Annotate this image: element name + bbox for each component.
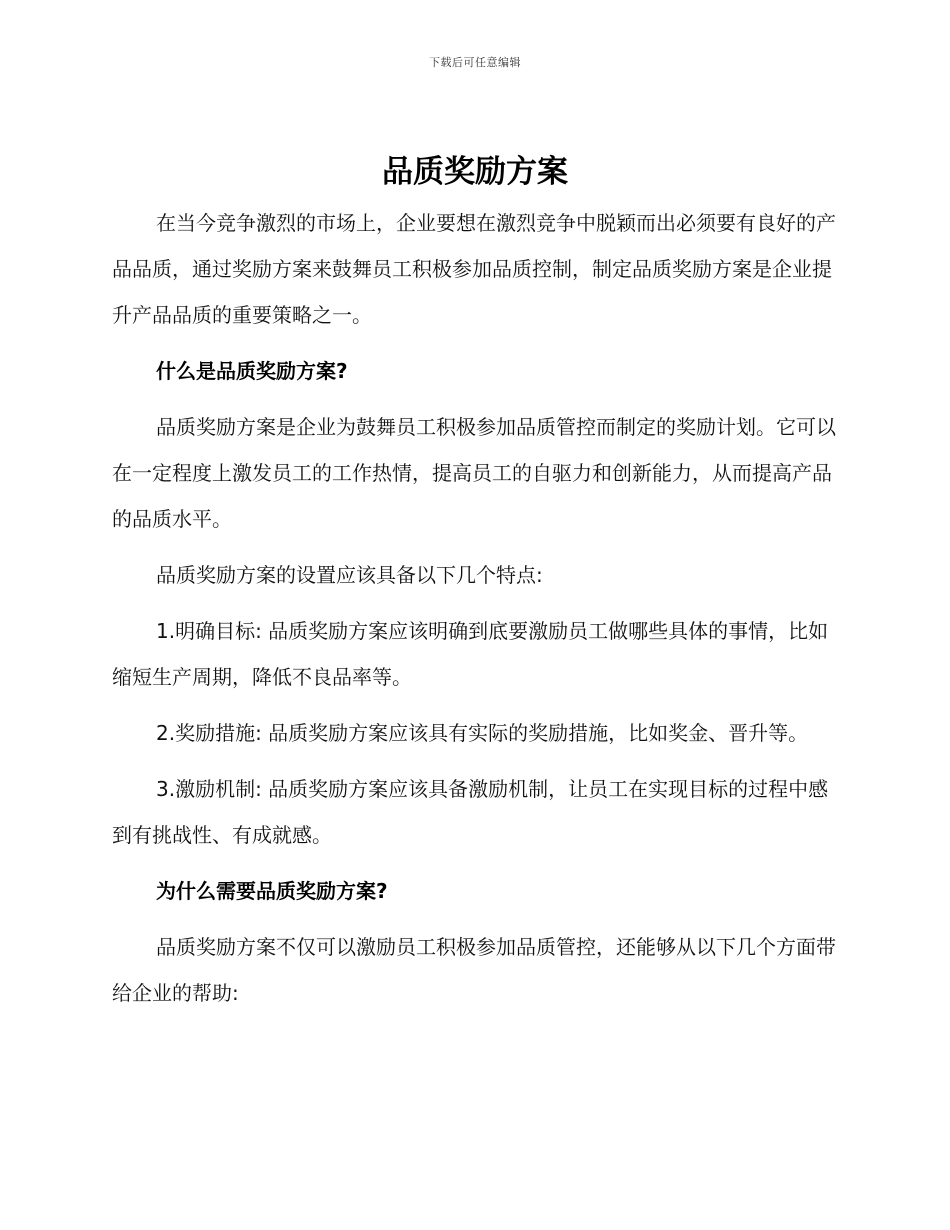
feature-item-3: 3.激励机制: 品质奖励方案应该具备激励机制，让员工在实现目标的过程中感到有挑战性、有成就感。 (112, 777, 829, 847)
features-intro-paragraph: 品质奖励方案的设置应该具备以下几个特点: (156, 563, 543, 587)
feature-item-2: 2.奖励措施: 品质奖励方案应该具有实际的奖励措施，比如奖金、晋升等。 (156, 721, 809, 745)
intro-paragraph: 在当今竞争激烈的市场上，企业要想在激烈竞争中脱颖而出必须要有良好的产品品质，通过奖励方案来鼓舞员工积极参加品质控制，制定品质奖励方案是企业提升产品品质的重要策略之一。 (112, 211, 836, 327)
document-body (112, 200, 838, 1016)
section-heading-why: 为什么需要品质奖励方案? (156, 879, 388, 903)
benefits-intro-paragraph: 品质奖励方案不仅可以激励员工积极参加品质管控，还能够从以下几个方面带给企业的帮助: (112, 935, 836, 1005)
document-title: 品质奖励方案 (382, 154, 568, 190)
feature-item-1: 1.明确目标: 品质奖励方案应该明确到底要激励员工做哪些具体的事情，比如缩短生产周期，降低不良品率等。 (112, 619, 829, 689)
definition-paragraph: 品质奖励方案是企业为鼓舞员工积极参加品质管控而制定的奖励计划。它可以在一定程度上激发员工的工作热情，提高员工的自驱力和创新能力，从而提高产品的品质水平。 (112, 415, 836, 531)
section-heading-what: 什么是品质奖励方案? (156, 359, 348, 383)
header-note: 下载后可任意编辑 (429, 56, 521, 69)
